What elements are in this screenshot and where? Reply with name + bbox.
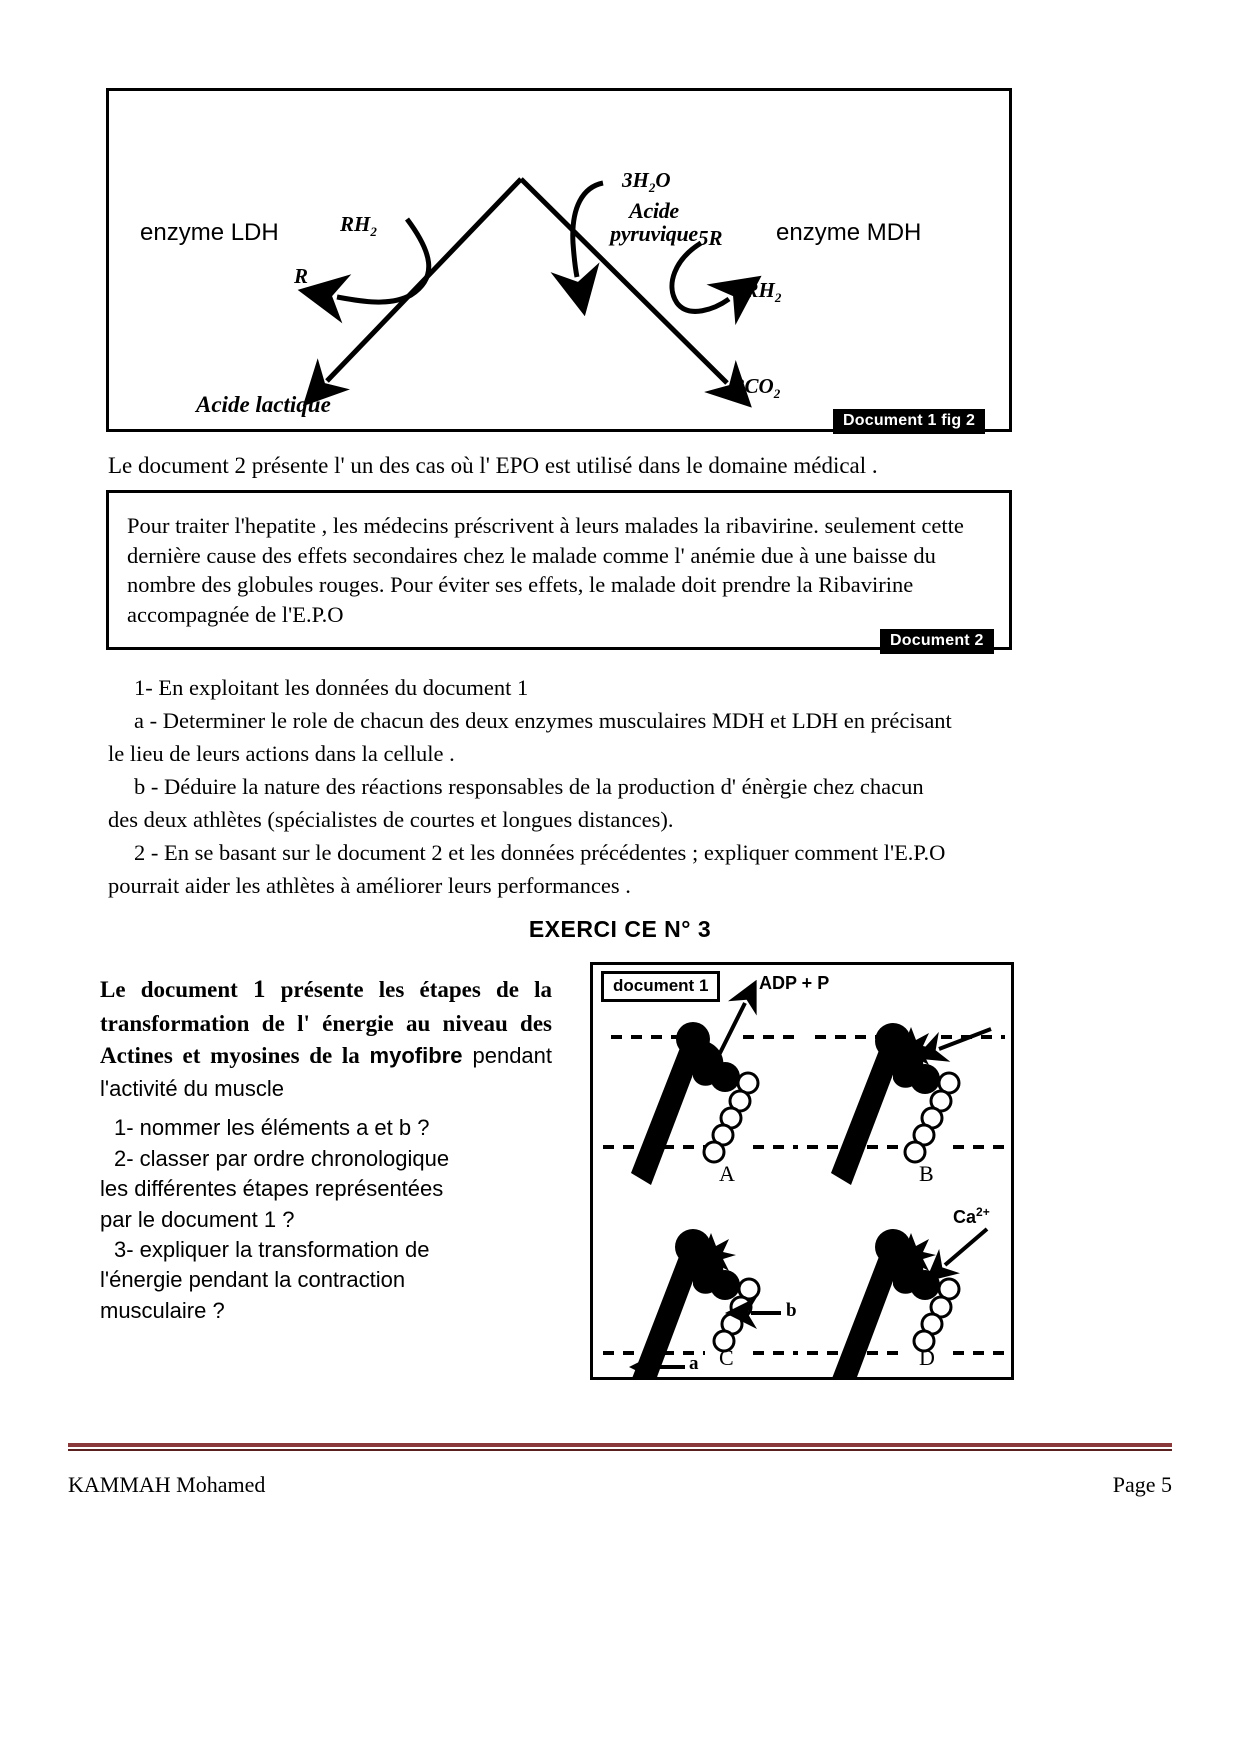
footer-author: KAMMAH Mohamed	[68, 1472, 266, 1497]
ex3-question-1: 1- nommer les éléments a et b ?	[114, 1115, 430, 1141]
ex3-question-3-line3: musculaire ?	[100, 1297, 225, 1323]
glycolysis-pathway-diagram	[109, 91, 1009, 429]
question-2-line1: 2 - En se basant sur le document 2 et les données précédentes ; expliquer comment l'E.P.O	[134, 840, 946, 866]
panel-letter-a: A	[719, 1161, 735, 1186]
calcium-label: $Ca^{2+}$	[953, 1205, 990, 1227]
question-1a-line2: le lieu de leurs actions dans la cellule .	[108, 741, 455, 767]
footer-page-number: Page 5	[1112, 1472, 1172, 1497]
document-1-fig-2-tag: Document 1 fig 2	[833, 409, 985, 434]
r-label: R	[294, 264, 309, 288]
five-r-label: 5R	[698, 226, 723, 250]
exercise-3-intro-hand-word: myofibre pendant l'activité du muscle	[100, 1043, 553, 1101]
ex3-question-3-line2: l'énergie pendant la contraction	[100, 1267, 406, 1293]
exercise-3-document-1-figure	[590, 962, 1014, 1380]
question-1: 1- En exploitant les données du document 1	[134, 675, 529, 700]
document-1-badge: document 1	[601, 971, 720, 1002]
footer-divider-secondary	[68, 1449, 1172, 1451]
exercise-3-intro-rest: présente les étapes de la transformation de l' énergie au niveau des Actines et myosines de la	[100, 977, 552, 1069]
enzyme-mdh-label: enzyme MDH	[776, 219, 922, 246]
document-2-tag: Document 2	[880, 629, 994, 654]
label-b: b	[786, 1300, 797, 1321]
acide-pyruvique-line1: Acide	[629, 198, 679, 223]
acide-lactique-label: Acide lactique	[196, 392, 331, 417]
panel-letter-d: D	[919, 1345, 935, 1370]
document-2-text: Pour traiter l'hepatite , les médecins préscrivent à leurs malades la ribavirine. seulement cette dernière cause des effets secondaires chez le malade comme l' anémie due à une baisse du nombre des globules rouges. Pour éviter ses effets, le malade doit prendre la Ribavirine accompagnée de l'E.P.O	[127, 513, 964, 628]
exercise-3-questions	[100, 1113, 552, 1326]
acide-pyruvique-line2: pyruvique	[610, 221, 698, 247]
footer-divider	[68, 1443, 1172, 1447]
ex3-question-2-line1: 2- classer par ordre chronologique	[114, 1145, 450, 1171]
exercise-3-intro	[100, 972, 552, 1105]
exercise-3-intro-prefix: Le document	[100, 977, 253, 1002]
label-a: a	[689, 1353, 699, 1374]
document-2-box	[106, 490, 1012, 650]
adp-p-label: ADP + P	[759, 973, 830, 993]
intro-sentence: Le document 2 présente l' un des cas où l' EPO est utilisé dans le domaine médical .	[108, 453, 878, 478]
ex3-question-3-line1: 3- expliquer la transformation de	[114, 1236, 430, 1262]
h2o-label: $3H_2O$	[622, 168, 671, 196]
rh2-label: $RH_2$	[340, 212, 377, 240]
actin-myosin-diagram	[593, 965, 1011, 1377]
enzyme-ldh-label: enzyme LDH	[140, 219, 279, 246]
questions-block	[108, 672, 1016, 903]
panel-letter-c: C	[719, 1345, 734, 1370]
question-2-line2: pourrait aider les athlètes à améliorer leurs performances .	[108, 873, 631, 899]
question-1b-line1: b - Déduire la nature des réactions responsables de la production d' énèrgie chez chacun	[134, 774, 924, 800]
ex3-question-2-line3: par le document 1 ?	[100, 1206, 295, 1232]
exercise-3-intro-number: 1	[252, 976, 266, 1003]
exercise-3-left-column	[100, 972, 552, 1326]
question-1a-line1: a - Determiner le role de chacun des deux enzymes musculaires MDH et LDH en précisant	[134, 708, 952, 734]
panel-letter-b: B	[919, 1161, 934, 1186]
exercise-3-title: EXERCI CE N° 3	[528, 916, 712, 942]
document-1-fig-2-box	[106, 88, 1012, 432]
ex3-question-2-line2: les différentes étapes représentées	[100, 1176, 444, 1202]
question-1b-line2: des deux athlètes (spécialistes de courtes et longues distances).	[108, 807, 674, 833]
five-rh2-label: $5RH_2$	[734, 278, 782, 306]
co2-label: $3CO_2$	[734, 374, 781, 402]
